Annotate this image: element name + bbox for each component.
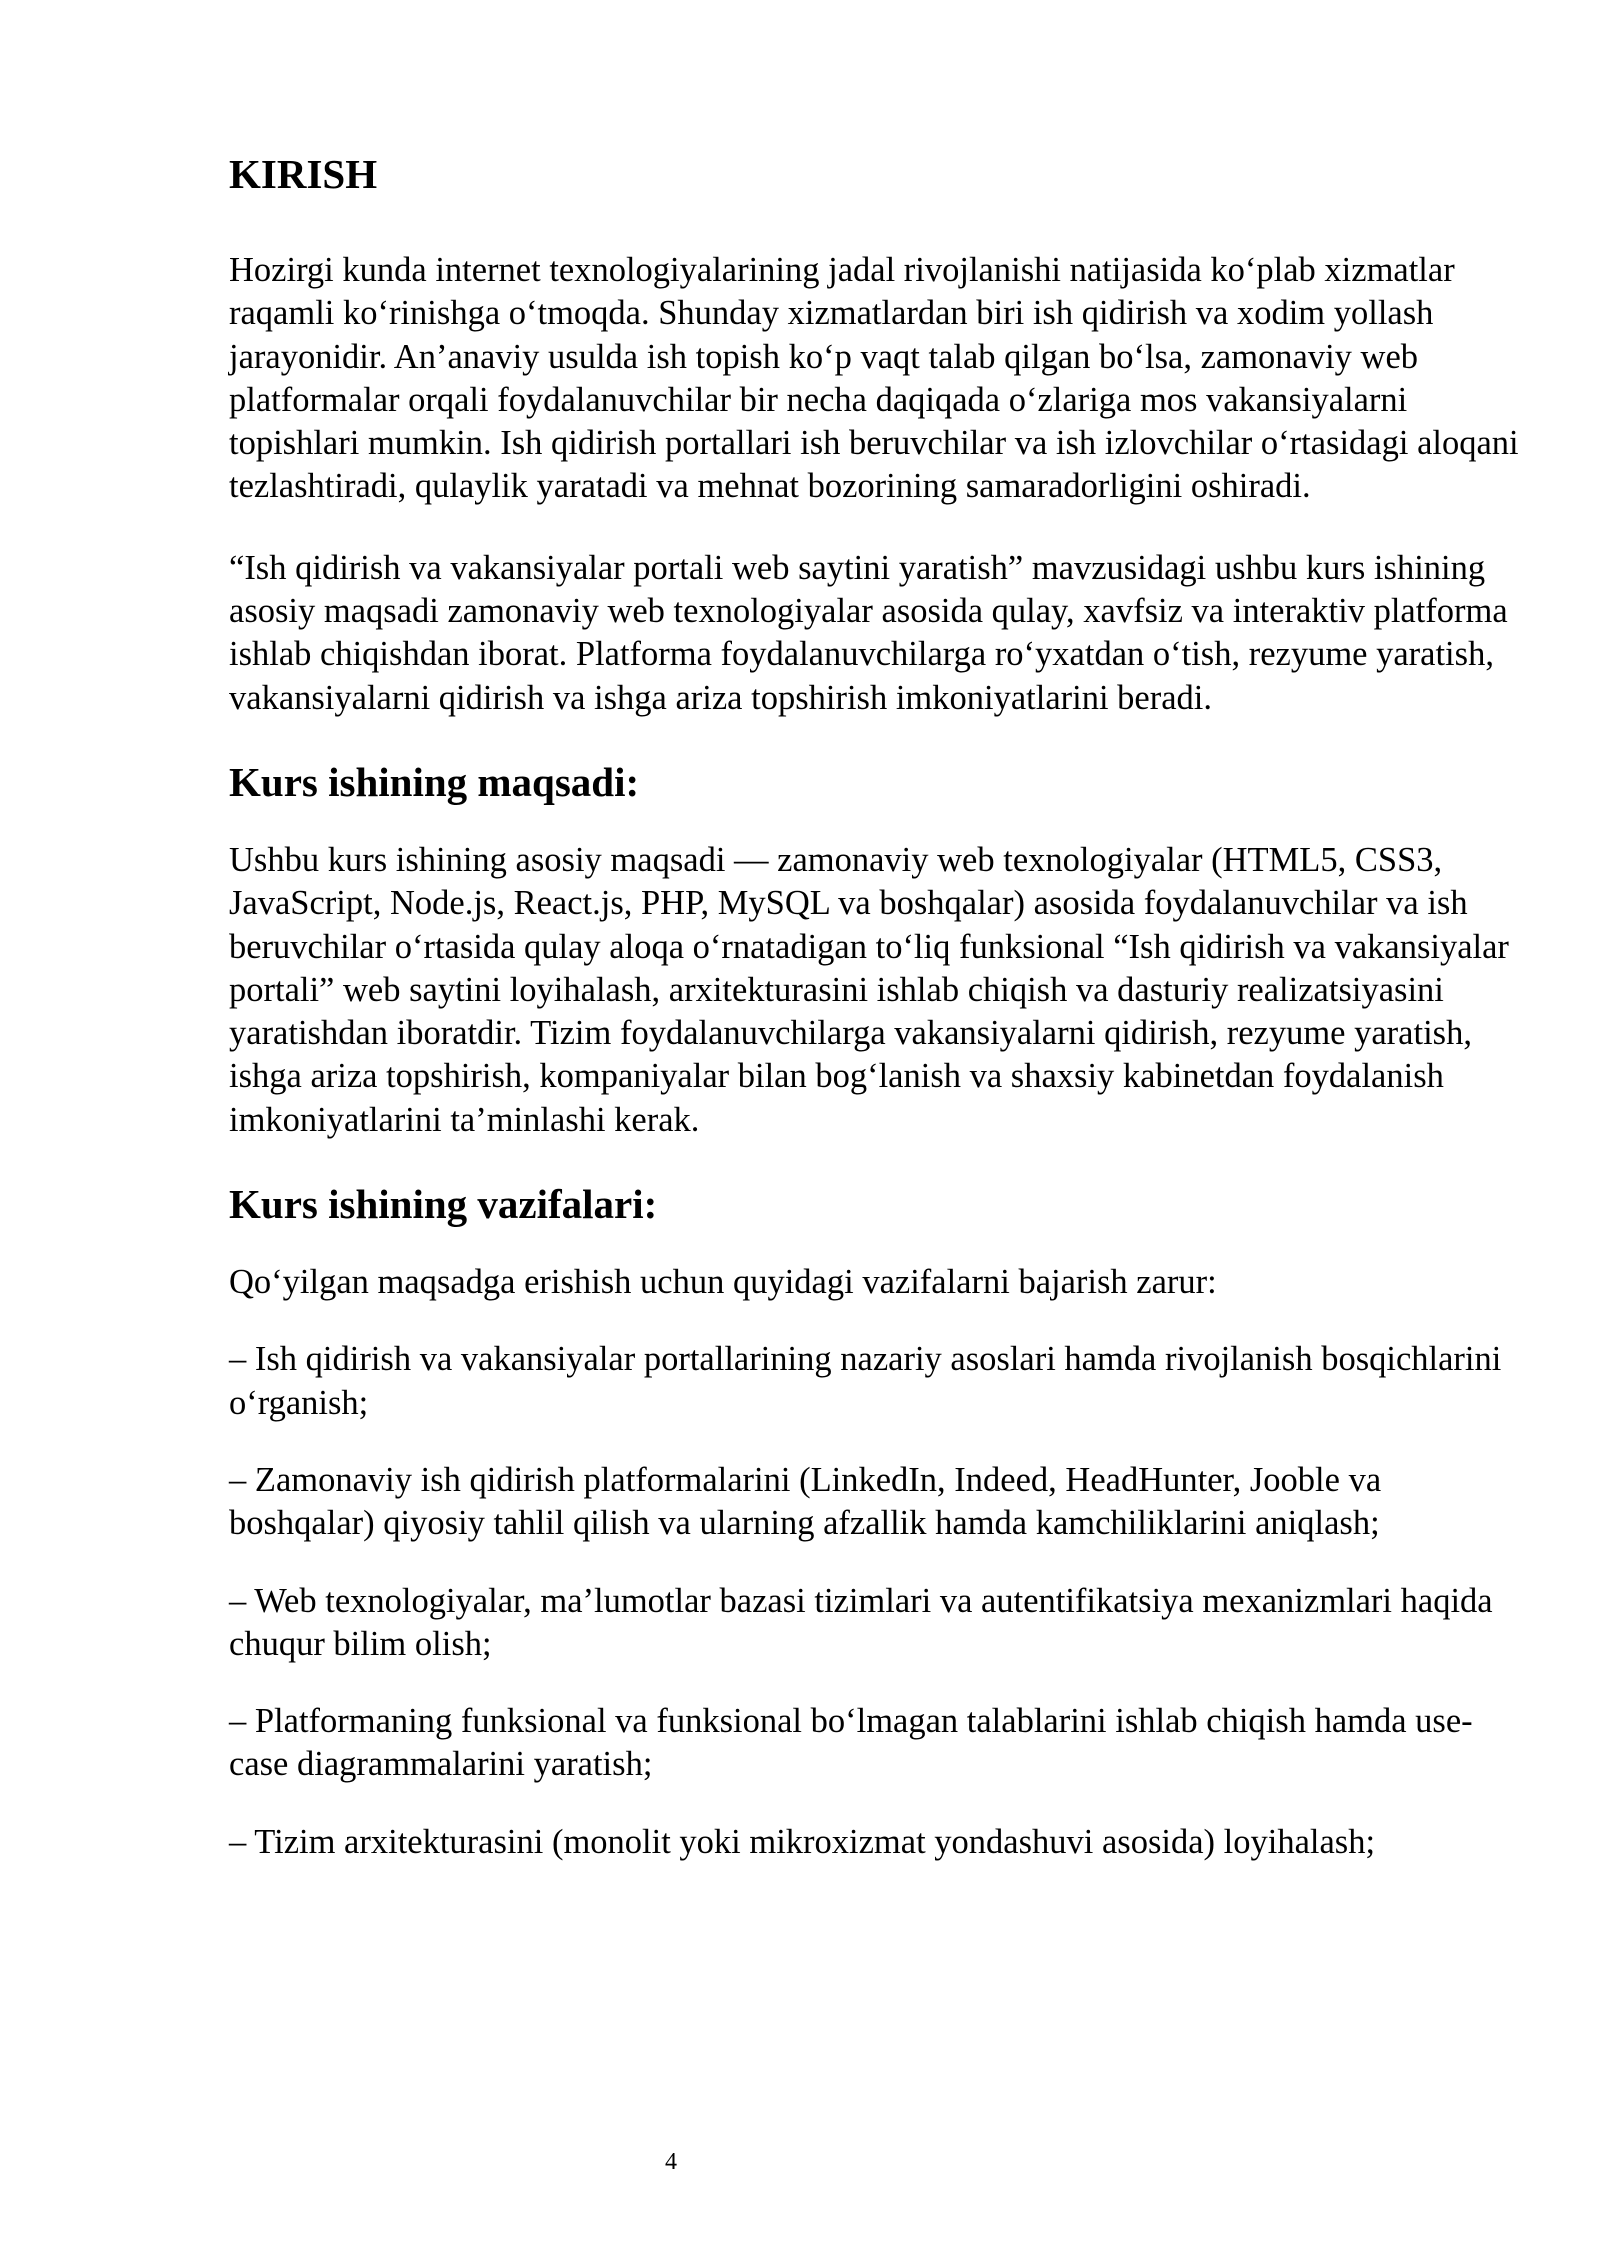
task-item-4: – Platformaning funksional va funksional bo‘lmagan talablarini ishlab chiqish hamda use-case diagrammalarini yaratish; — [229, 1702, 1473, 1784]
goal-paragraph: Ushbu kurs ishining asosiy maqsadi — zamonaviy web texnologiyalar (HTML5, CSS3, JavaScript, Node.js, React.js, PHP, MySQL va boshqalar) asosida foydalanuvchilar va ish beruvchilar o‘rtasida qulay aloqa o‘rnatadigan to‘liq funksional “Ish qidirish va vakansiyalar portali” web saytini loyihalash, arxitekturasini ishlab chiqish va dasturiy realizatsiyasini yaratishdan iboratdir. Tizim foydalanuvchilarga vakansiyalarni qidirish, rezyume yaratish, ishga ariza topshirish, kompaniyalar bilan bog‘lanish va shaxsiy kabinetdan foydalanish imkoniyatlarini ta’minlashi kerak. — [229, 840, 1509, 1139]
section-title: KIRISH — [229, 151, 378, 197]
task-item-1: – Ish qidirish va vakansiyalar portallarining nazariy asoslari hamda rivojlanish bosqichlarini o‘rganish; — [229, 1340, 1502, 1422]
intro-paragraph-1: Hozirgi kunda internet texnologiyalarining jadal rivojlanishi natijasida ko‘plab xizmatlar raqamli ko‘rinishga o‘tmoqda. Shunday xizmatlardan biri ish qidirish va xodim yollash jarayonidir. An’anaviy usulda ish topish ko‘p vaqt talab qilgan bo‘lsa, zamonaviy web platformalar orqali foydalanuvchilar bir necha daqiqada o‘zlariga mos vakansiyalarni topishlari mumkin. Ish qidirish portallari ish beruvchilar va ish izlovchilar o‘rtasidagi aloqani tezlashtiradi, qulaylik yaratadi va mehnat bozorining samaradorligini oshiradi. — [229, 251, 1519, 506]
page-number: 4 — [665, 2149, 677, 2175]
page-content — [229, 150, 1529, 1898]
goal-heading: Kurs ishining maqsadi: — [229, 758, 640, 805]
intro-paragraph-2: “Ish qidirish va vakansiyalar portali web saytini yaratish” mavzusidagi ushbu kurs ishining asosiy maqsadi zamonaviy web texnologiyalar asosida qulay, xavfsiz va interaktiv platforma ishlab chiqishdan iborat. Platforma foydalanuvchilarga ro‘yxatdan o‘tish, rezyume yaratish, vakansiyalarni qidirish va ishga ariza topshirish imkoniyatlarini beradi. — [229, 548, 1508, 717]
task-item-3: – Web texnologiyalar, ma’lumotlar bazasi tizimlari va autentifikatsiya mexanizmlari haqida chuqur bilim olish; — [229, 1581, 1493, 1663]
tasks-intro: Qo‘yilgan maqsadga erishish uchun quyidagi vazifalarni bajarish zarur: — [229, 1263, 1217, 1302]
task-item-5: – Tizim arxitekturasini (monolit yoki mikroxizmat yondashuvi asosida) loyihalash; — [229, 1822, 1376, 1861]
tasks-heading: Kurs ishining vazifalari: — [229, 1181, 658, 1228]
task-item-2: – Zamonaviy ish qidirish platformalarini (LinkedIn, Indeed, HeadHunter, Jooble va boshqalar) qiyosiy tahlil qilish va ularning afzallik hamda kamchiliklarini aniqlash; — [229, 1460, 1382, 1543]
